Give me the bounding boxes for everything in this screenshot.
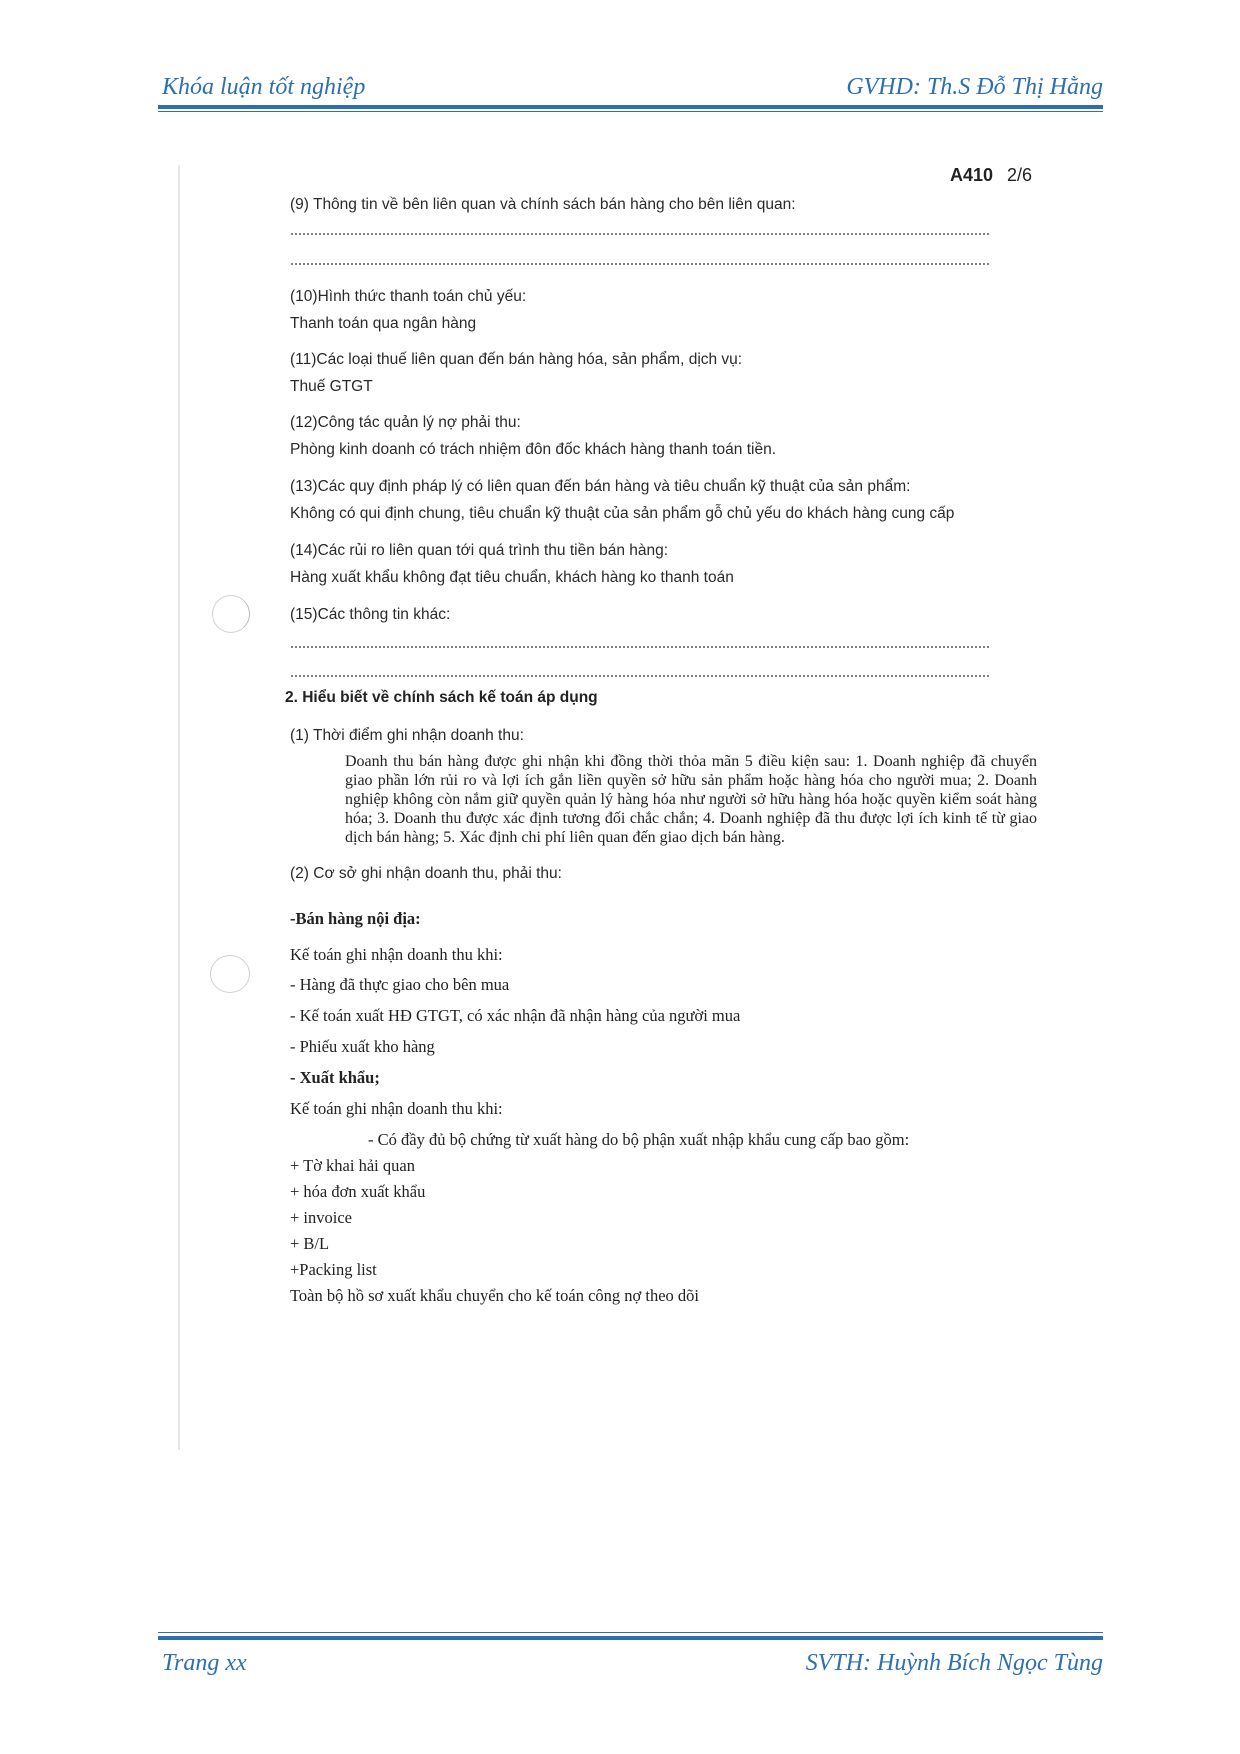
footer-page-number: Trang xx	[162, 1650, 247, 1676]
section-2-2-title: (2) Cơ sở ghi nhận doanh thu, phải thu:	[290, 865, 562, 882]
export-doc-4: + B/L	[290, 1234, 330, 1253]
item-14-question: (14)Các rủi ro liên quan tới quá trình thu tiền bán hàng:	[290, 542, 669, 559]
item-13-question: (13)Các quy định pháp lý có liên quan đến bán hàng và tiêu chuẩn kỹ thuật của sản phẩm:	[290, 478, 911, 495]
header-rule-thin	[158, 111, 1103, 112]
punch-hole	[212, 595, 250, 633]
item-9-question: (9) Thông tin về bên liên quan và chính sách bán hàng cho bên liên quan:	[290, 196, 796, 213]
document-code	[950, 165, 1032, 186]
dotted-line	[290, 233, 990, 235]
header-left-title: Khóa luận tốt nghiệp	[162, 74, 366, 100]
punch-hole	[210, 955, 250, 993]
item-10-answer: Thanh toán qua ngân hàng	[290, 315, 477, 332]
item-11-question: (11)Các loại thuế liên quan đến bán hàng hóa, sản phẩm, dịch vụ:	[290, 351, 743, 368]
footer-student-name: SVTH: Huỳnh Bích Ngọc Tùng	[805, 1650, 1103, 1676]
domestic-item-3: - Phiếu xuất kho hàng	[290, 1037, 435, 1056]
section-2-title: 2. Hiểu biết về chính sách kế toán áp dụng	[285, 689, 598, 706]
domestic-item-2: - Kế toán xuất HĐ GTGT, có xác nhận đã nhận hàng của người mua	[290, 1006, 741, 1025]
section-2-1-title: (1) Thời điểm ghi nhận doanh thu:	[290, 727, 524, 744]
dotted-line	[290, 675, 990, 677]
export-doc-5: +Packing list	[290, 1260, 377, 1279]
export-documents-line: - Có đầy đủ bộ chứng từ xuất hàng do bộ phận xuất nhập khẩu cung cấp bao gồm:	[368, 1130, 910, 1149]
export-doc-3: + invoice	[290, 1208, 352, 1227]
export-doc-2: + hóa đơn xuất khẩu	[290, 1182, 426, 1201]
export-closing: Toàn bộ hồ sơ xuất khẩu chuyển cho kế toán công nợ theo dõi	[290, 1286, 699, 1305]
header-rule-thick	[158, 105, 1103, 109]
footer-rule-thick	[158, 1636, 1103, 1640]
footer-rule-thin	[158, 1632, 1103, 1633]
export-doc-1: + Tờ khai hải quan	[290, 1156, 415, 1175]
item-11-answer: Thuế GTGT	[290, 378, 373, 395]
code-label: A410	[950, 165, 994, 185]
item-12-question: (12)Công tác quản lý nợ phải thu:	[290, 414, 521, 431]
header-right-advisor: GVHD: Th.S Đỗ Thị Hằng	[846, 74, 1103, 100]
export-title: - Xuất khẩu;	[290, 1068, 380, 1087]
item-13-answer: Không có qui định chung, tiêu chuẩn kỹ thuật của sản phẩm gỗ chủ yếu do khách hàng cung cấp	[290, 505, 955, 522]
export-intro: Kế toán ghi nhận doanh thu khi:	[290, 1099, 503, 1118]
revenue-recognition-paragraph: Doanh thu bán hàng được ghi nhận khi đồng thời thỏa mãn 5 điều kiện sau: 1. Doanh nghiệp đã chuyển giao phần lớn rủi ro và lợi ích gắn liền quyền sở hữu sản phẩm hoặc hàng hóa cho người mua; 2. Doanh nghiệp không còn nắm giữ quyền quản lý hàng hóa như người sở hữu hàng hóa hoặc quyền kiểm soát hàng hóa; 3. Doanh thu được xác định tương đối chắc chắn; 4. Doanh nghiệp đã thu được lợi ích kinh tế từ giao dịch bán hàng; 5. Xác định chi phí liên quan đến giao dịch bán hàng.	[345, 753, 1037, 846]
dotted-line	[290, 263, 990, 265]
dotted-line	[290, 646, 990, 648]
domestic-sales-title: -Bán hàng nội địa:	[290, 909, 421, 928]
item-14-answer: Hàng xuất khẩu không đạt tiêu chuẩn, khách hàng ko thanh toán	[290, 569, 734, 586]
domestic-intro: Kế toán ghi nhận doanh thu khi:	[290, 945, 503, 964]
item-10-question: (10)Hình thức thanh toán chủ yếu:	[290, 288, 527, 305]
item-12-answer: Phòng kinh doanh có trách nhiệm đôn đốc khách hàng thanh toán tiền.	[290, 441, 777, 458]
scan-edge	[178, 165, 180, 1450]
domestic-item-1: - Hàng đã thực giao cho bên mua	[290, 975, 510, 994]
item-15-question: (15)Các thông tin khác:	[290, 606, 451, 623]
code-page: 2/6	[1007, 165, 1033, 185]
